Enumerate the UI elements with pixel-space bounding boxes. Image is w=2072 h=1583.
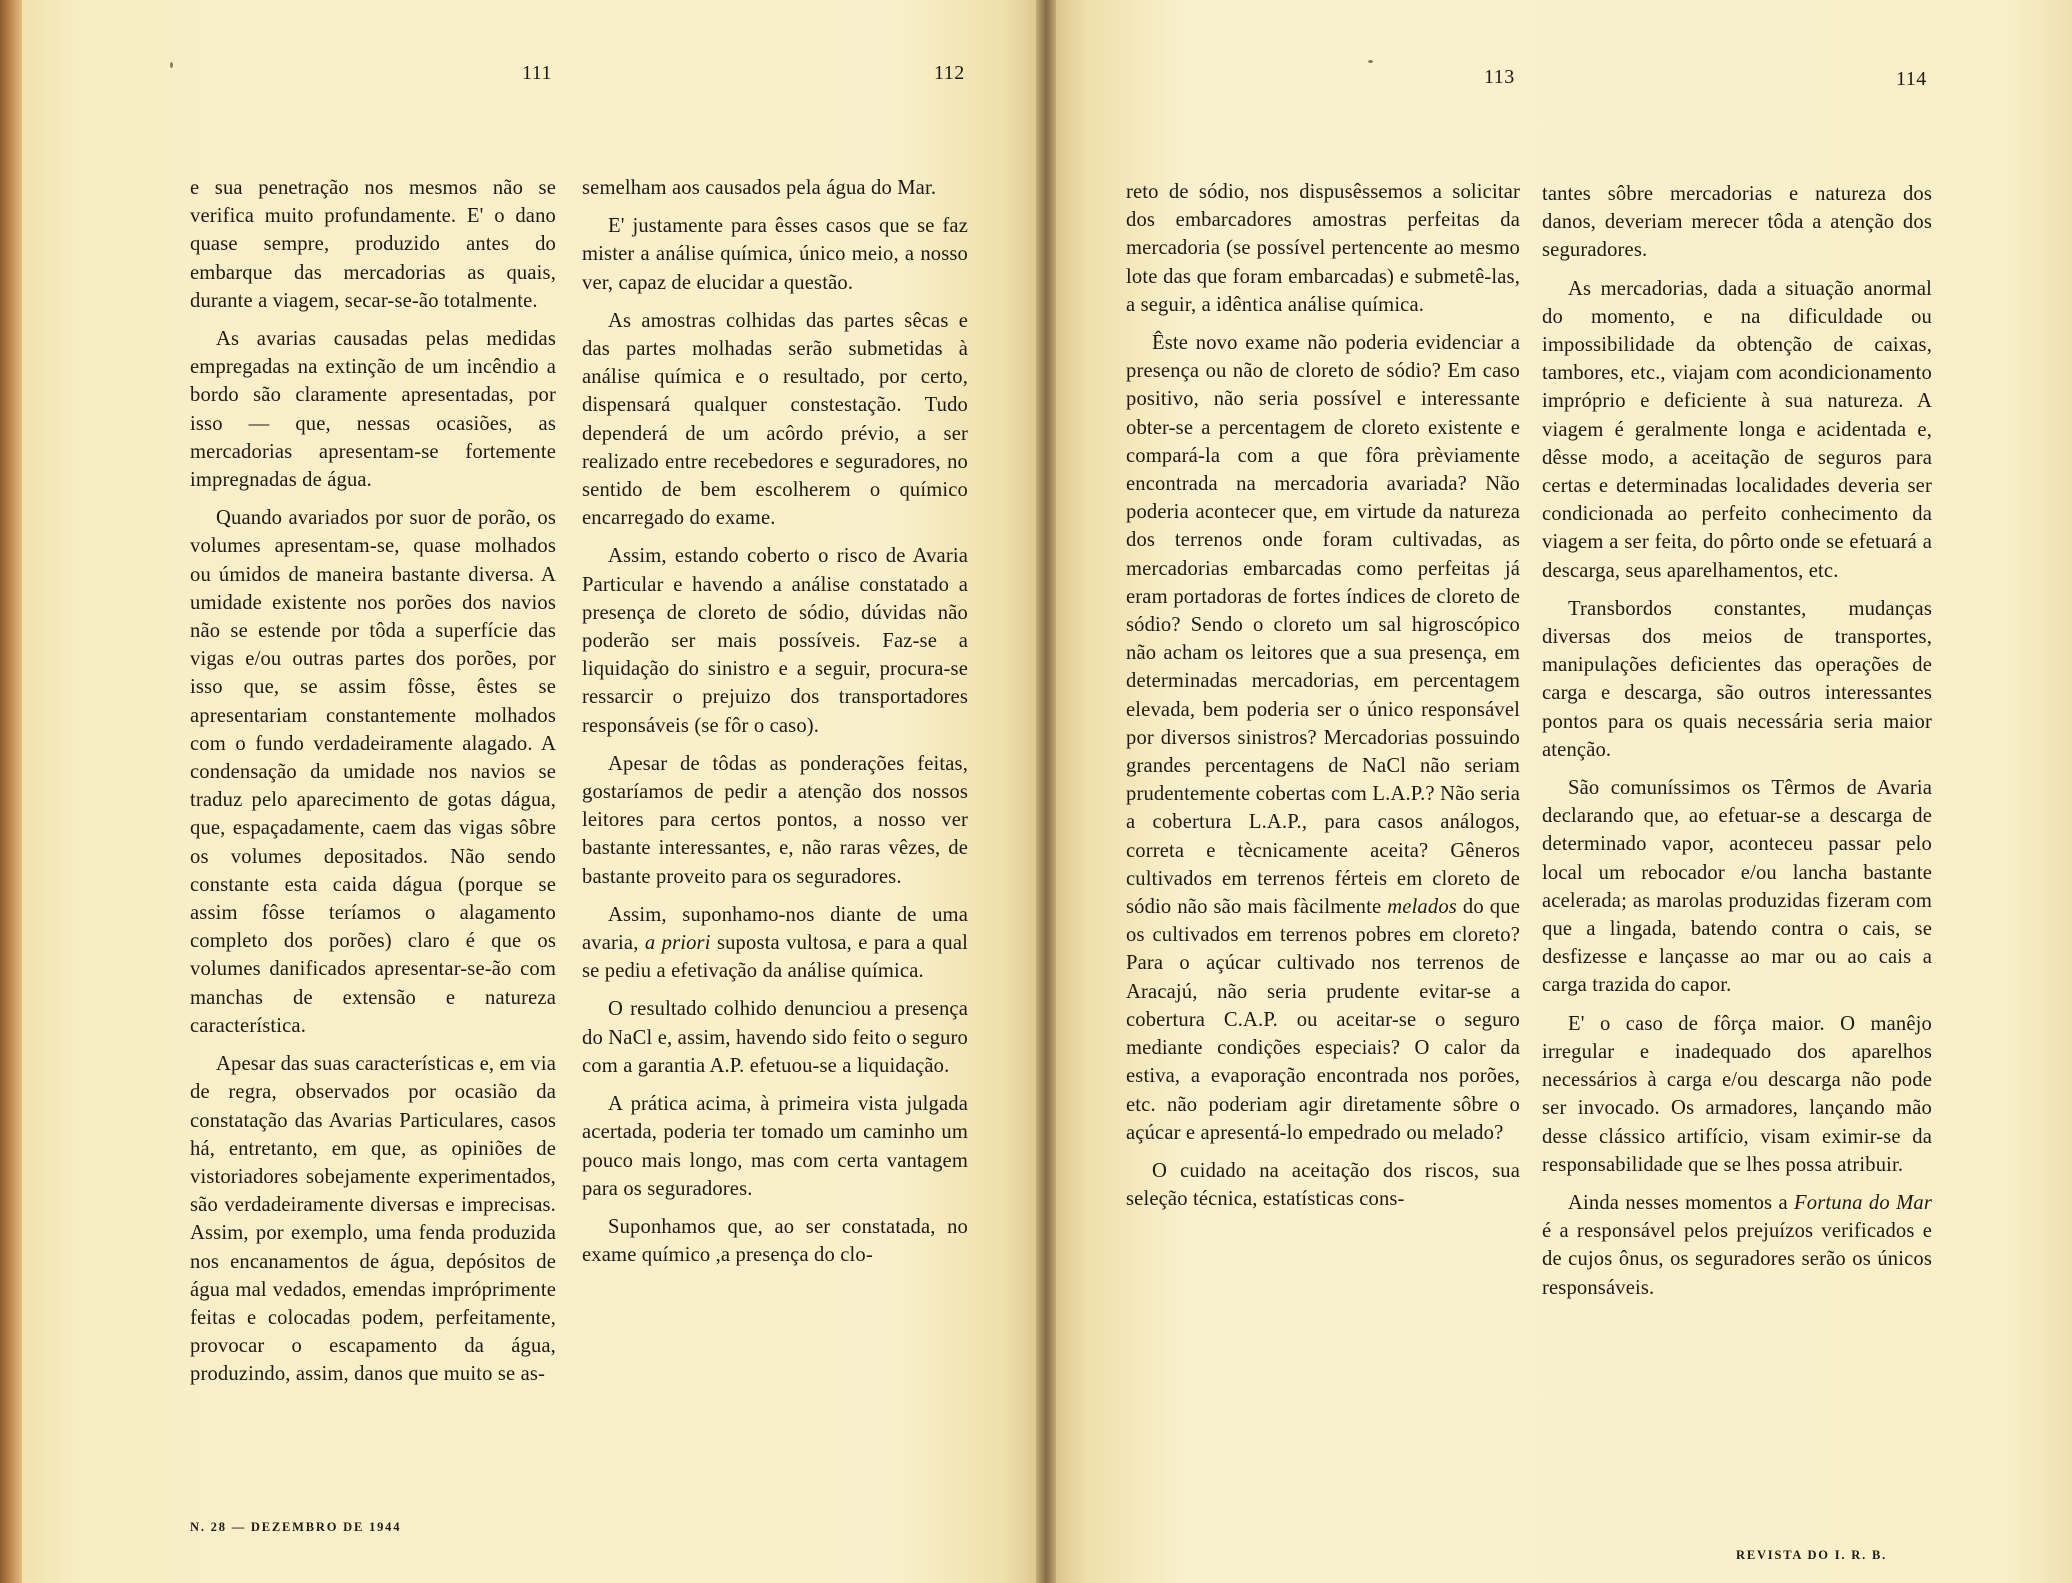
paragraph: São comuníssimos os Têrmos de Avaria declarando que, ao efetuar-se a descarga de determinado vapor, aconteceu passar pelo local um rebocador e/ou lancha bastante acelerada; as marolas produzidas fizeram com que a lingada, batendo contra o cais, se desfizesse e lançasse ao mar ou ao cais a carga trazida do capor. <box>1542 777 1932 997</box>
italic-term: a priori <box>644 932 711 955</box>
paragraph: As amostras colhidas das partes sêcas e das partes molhadas serão submetidas à análise química e o resultado, por certo, dispensará qualquer constestação. Tudo dependerá de um acôrdo prévio, a ser realizado entre recebedores e seguradores, no sentido de bem escolherem o químico encarregado do exame. <box>582 309 968 530</box>
paragraph: semelham aos causados pela água do Mar. <box>582 177 937 199</box>
paragraph-text: Êste novo exame não poderia evidenciar a presença ou não de cloreto de sódio? Em caso positivo, não seria possível e interessante obter-se a percentagem de cloreto existente e compará-la com a que fôra prèviamente encontrada na mercadoria avariada? Não poderia acontecer que, em virtude da natureza dos terrenos onde foram cultivadas, as mercadorias embarcadas como perfeitas já eram portadoras de fortes índices de cloreto de sódio? Sendo o cloreto um sal higroscópico não acham os leitores que a sua presença, em determinadas mercadorias, em percentagem elevada, bem poderia ser o único responsável por diversos sinistros? Mercadorias possuindo grandes percentagens de NaCl não seriam prudentemente cobertas com L.A.P.? Não seria a cobertura L.A.P., para casos análogos, correta e tècnicamente aceita? Gêneros cultivados em terrenos férteis em cloreto de sódio não são mais fàcilmente <box>1126 332 1520 919</box>
column-page-114 <box>1542 180 1932 1312</box>
page-number-113: 113 <box>1484 66 1515 88</box>
italic-term: melados <box>1387 896 1457 919</box>
paragraph-text: suposta vultosa, e para a qual se pediu a efetivação da análise química. <box>582 932 968 983</box>
paragraph-text: Ainda nesses momentos a <box>1568 1191 1795 1214</box>
paragraph <box>582 901 968 986</box>
paragraph: Suponhamos que, ao ser constatada, no exame químico ,a presença do clo- <box>582 1215 968 1267</box>
paragraph: Apesar das suas características e, em via de regra, observados por ocasião da constatação das Avarias Particulares, casos há, entretanto, em que, as opiniões de vistoriadores sobejamente experimentados, são verdadeiramente diversas e imprecisas. Assim, por exemplo, uma fenda produzida nos encanamentos de água, depósitos de água mal vedados, emendas impróprimente feitas e colocadas podem, perfeitamente, provocar o escapamento da água, produzindo, assim, danos que muito se as- <box>190 1053 556 1386</box>
column-page-113 <box>1126 178 1520 1223</box>
footer-journal: REVISTA DO I. R. B. <box>1736 1548 1888 1562</box>
paragraph: Quando avariados por suor de porão, os volumes apresentam-se, quase molhados ou úmidos de maneira bastante diversa. A umidade existente nos porões dos navios não se estende por tôda a superfície das vigas e/ou outras partes dos porões, por isso que, se assim fôsse, êstes se apresentariam constantemente molhados com o fundo verdadeiramente alagado. A condensação da umidade nos navios se traduz pelo aparecimento de gotas dágua, que, espaçadamente, caem das vigas sôbre os volumes depositados. Não sendo constante esta caida dágua (porque se assim fôsse teríamos o alagamento completo dos porões) claro é que os volumes danificados apresentar-se-ão com manchas de extensão e natureza característica. <box>190 507 556 1037</box>
scan-speck <box>170 62 173 68</box>
paragraph: E' justamente para êsses casos que se faz mister a análise química, único meio, a nosso ver, capaz de elucidar a questão. <box>582 215 968 294</box>
italic-term: Fortuna do Mar <box>1794 1191 1932 1214</box>
paragraph: e sua penetração nos mesmos não se verifica muito profundamente. E' o dano quase sempre, produzido antes do embarque das mercadorias as quais, durante a viagem, secar-se-ão totalmente. <box>190 177 556 312</box>
paragraph: As mercadorias, dada a situação anormal do momento, e na dificuldade ou impossibilidade da obtenção de caixas, tambores, etc., viajam com acondicionamento impróprio e deficiente à sua natureza. A viagem é geralmente longa e acidentada e, dêsse modo, a aceitação de seguros para certas e determinadas localidades deveria ser condicionada ao perfeito conhecimento da viagem a ser feita, do pôrto onde se efetuará a descarga, seus aparelhamentos, etc. <box>1542 277 1932 582</box>
paragraph: O cuidado na aceitação dos riscos, sua seleção técnica, estatísticas cons- <box>1126 1159 1520 1211</box>
column-page-112 <box>582 174 968 1279</box>
book-gutter <box>1036 0 1056 1583</box>
paragraph: A prática acima, à primeira vista julgada acertada, poderia ter tomado um caminho um pouco mais longo, mas com certa vantagem para os seguradores. <box>582 1093 968 1200</box>
page-number-114: 114 <box>1896 68 1927 90</box>
paragraph-text: Assim, suponhamo-nos diante de uma avaria, <box>582 903 968 955</box>
footer-issue: N. 28 — DEZEMBRO DE 1944 <box>190 1520 402 1534</box>
paragraph: Apesar de tôdas as ponderações feitas, gostaríamos de pedir a atenção dos nossos leitores para certos pontos, a nosso ver bastante interessantes, e, não raras vêzes, de bastante proveito para os seguradores. <box>582 752 968 888</box>
paragraph: Assim, estando coberto o risco de Avaria Particular e havendo a análise constatado a presença de cloreto de sódio, dúvidas não poderão ser mais possíveis. Faz-se a liquidação do sinistro e a seguir, procura-se ressarcir o prejuizo dos transportadores responsáveis (se fôr o caso). <box>582 545 968 737</box>
paragraph: O resultado colhido denunciou a presença do NaCl e, assim, havendo sido feito o seguro com a garantia A.P. efetuou-se a liquidação. <box>582 998 968 1077</box>
paragraph: E' o caso de fôrça maior. O manêjo irregular e inadequado dos aparelhos necessários à carga e/ou descarga não pode ser invocado. Os armadores, lançando mão desse clássico artifício, visam eximir-se da responsabilidade que se lhes possa atribuir. <box>1542 1012 1932 1176</box>
paragraph: As avarias causadas pelas medidas empregadas na extinção de um incêndio a bordo são claramente apresentadas, por isso — que, nessas ocasiões, as mercadorias apresentam-se fortemente impregnadas de água. <box>190 328 556 492</box>
paragraph: tantes sôbre mercadorias e natureza dos danos, deveriam merecer tôda a atenção dos seguradores. <box>1542 183 1932 262</box>
page-number-111: 111 <box>522 62 553 84</box>
paragraph-text: do que os cultivados em terrenos pobres em cloreto? Para o açúcar cultivado nos terrenos de Aracajú, não seria prudente evitar-se a cobertura C.A.P. ou aceitar-se o seguro mediante condições especiais? O calor da estiva, a evaporação encontrada nos porões, etc. não poderiam agir diretamente sôbre o açúcar e apresentá-lo empedrado ou melado? <box>1126 896 1520 1144</box>
paragraph-text: é a responsável pelos prejuízos verificados e de cujos ônus, os seguradores serão os únicos responsáveis. <box>1542 1220 1932 1299</box>
page-number-112: 112 <box>934 62 965 84</box>
paragraph: reto de sódio, nos dispusêssemos a solicitar dos embarcadores amostras perfeitas da mercadoria (se possível pertencente ao mesmo lote das que foram embarcadas) e submetê-las, a seguir, a idêntica análise química. <box>1126 181 1520 316</box>
column-page-111 <box>190 174 556 1399</box>
paragraph <box>1126 329 1520 1147</box>
scan-speck <box>1368 60 1373 63</box>
paragraph: Transbordos constantes, mudanças diversas dos meios de transportes, manipulações deficientes das operações de carga e descarga, são outros interessantes pontos para os quais necessária seria maior atenção. <box>1542 597 1932 761</box>
paragraph <box>1542 1189 1932 1302</box>
